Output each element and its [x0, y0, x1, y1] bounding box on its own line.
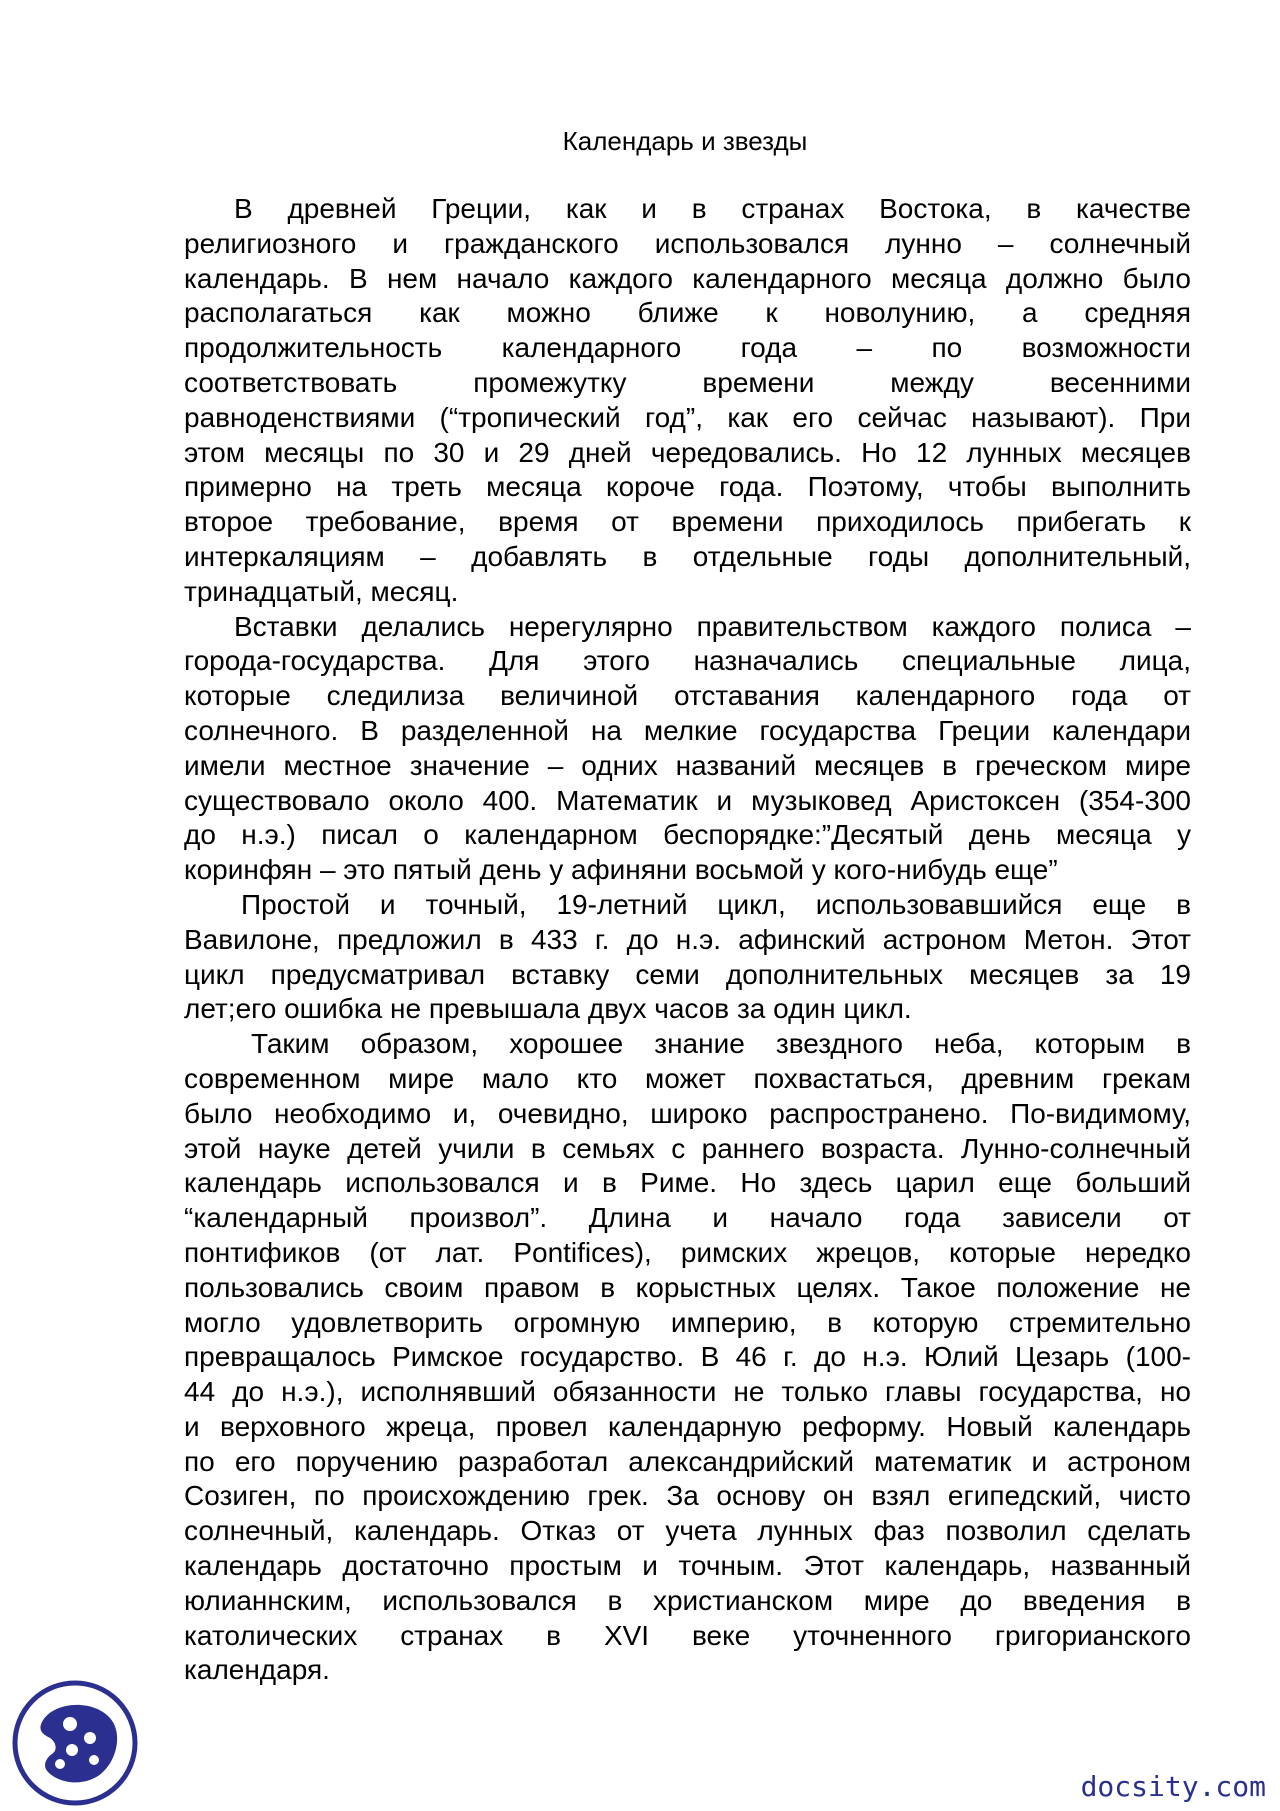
paragraph-3	[184, 888, 1191, 1027]
text-line: 44 до н.э.), исполнявший обязанности не только главы государства, но	[184, 1376, 1191, 1408]
site-watermark[interactable]: docsity.com	[1080, 1770, 1266, 1803]
text-line: Таким образом, хорошее знание звездного неба, которым в	[251, 1028, 1191, 1060]
text-line: календарь использовался и в Риме. Но здесь царил еще больший	[184, 1167, 1191, 1199]
text-line: по его поручению разработал александрийский математик и астроном	[184, 1445, 1191, 1477]
paragraph-4	[184, 1027, 1191, 1688]
text-line: которые следилиза величиной отставания календарного года от	[184, 680, 1191, 712]
document-body	[184, 192, 1191, 1688]
text-line: В древней Греции, как и в странах Востока, в качестве	[234, 193, 1191, 224]
text-line: Вавилоне, предложил в 433 г. до н.э. афинский астроном Метон. Этот	[184, 923, 1191, 955]
text-line: могло удовлетворить огромную империю, в которую стремительно	[184, 1306, 1191, 1338]
text-line: календарь. В нем начало каждого календарного месяца должно было	[184, 262, 1191, 294]
text-line: Простой и точный, 19-летний цикл, использовавшийся еще в	[241, 888, 1191, 920]
docsity-logo-icon	[12, 1680, 138, 1806]
text-line: солнечного. В разделенной на мелкие государства Греции календари	[184, 714, 1191, 746]
text-line: католических странах в XVI веке уточненного григорианского	[184, 1619, 1191, 1651]
text-line: лет;его ошибка не превышала двух часов за один цикл.	[184, 993, 912, 1025]
text-line: религиозного и гражданского использовался лунно – солнечный	[184, 227, 1191, 259]
text-line: существовало около 400. Математик и музыковед Аристоксен (354-300	[184, 784, 1191, 816]
text-line: и верховного жреца, провел календарную реформу. Новый календарь	[184, 1410, 1191, 1442]
text-line: второе требование, время от времени приходилось прибегать к	[184, 506, 1191, 538]
text-line: города-государства. Для этого назначались специальные лица,	[184, 645, 1191, 677]
text-line: до н.э.) писал о календарном беспорядке:”Десятый день месяца у	[184, 819, 1191, 851]
text-line: календаря.	[184, 1654, 330, 1686]
text-line: Вставки делались нерегулярно правительством каждого полиса –	[234, 610, 1191, 642]
document-title: Календарь и звезды	[562, 126, 808, 156]
text-line: календарь достаточно простым и точным. Этот календарь, названный	[184, 1550, 1191, 1582]
text-line: этом месяцы по 30 и 29 дней чередовались. Но 12 лунных месяцев	[184, 436, 1191, 468]
paragraph-1	[184, 192, 1191, 610]
text-line: Созиген, по происхождению грек. За основу он взял египедский, чисто	[184, 1480, 1191, 1512]
text-line: пользовались своим правом в корыстных целях. Такое положение не	[184, 1271, 1191, 1303]
text-line: интеркаляциям – добавлять в отдельные годы дополнительный,	[184, 540, 1191, 572]
text-line: продолжительность календарного года – по возможности	[184, 332, 1191, 364]
text-line: превращалось Римское государство. В 46 г. до н.э. Юлий Цезарь (100-	[184, 1341, 1191, 1373]
text-line: было необходимо и, очевидно, широко распространено. По-видимому,	[184, 1097, 1191, 1129]
text-line: коринфян – это пятый день у афиняни восьмой у кого-нибудь еще”	[184, 854, 1058, 886]
text-line: равноденствиями (“тропический год”, как его сейчас называют). При	[184, 401, 1191, 433]
text-line: тринадцатый, месяц.	[184, 575, 459, 607]
text-line: этой науке детей учили в семьях с раннего возраста. Лунно-солнечный	[184, 1132, 1191, 1164]
text-line: примерно на треть месяца короче года. Поэтому, чтобы выполнить	[184, 471, 1191, 503]
text-line: цикл предусматривал вставку семи дополнительных месяцев за 19	[184, 958, 1191, 990]
text-line: располагаться как можно ближе к новолунию, а средняя	[184, 297, 1191, 329]
text-line: солнечный, календарь. Отказ от учета лунных фаз позволил сделать	[184, 1515, 1191, 1547]
text-line: соответствовать промежутку времени между весенними	[184, 366, 1191, 398]
paragraph-2	[184, 610, 1191, 888]
text-line: понтификов (от лат. Pontifices), римских жрецов, которые нередко	[184, 1236, 1191, 1268]
text-line: современном мире мало кто может похвастаться, древним грекам	[184, 1062, 1191, 1094]
text-line: “календарный произвол”. Длина и начало года зависели от	[184, 1202, 1191, 1234]
text-line: имели местное значение – одних названий месяцев в греческом мире	[184, 749, 1191, 781]
text-line: юлианнским, использовался в христианском мире до введения в	[184, 1584, 1191, 1616]
